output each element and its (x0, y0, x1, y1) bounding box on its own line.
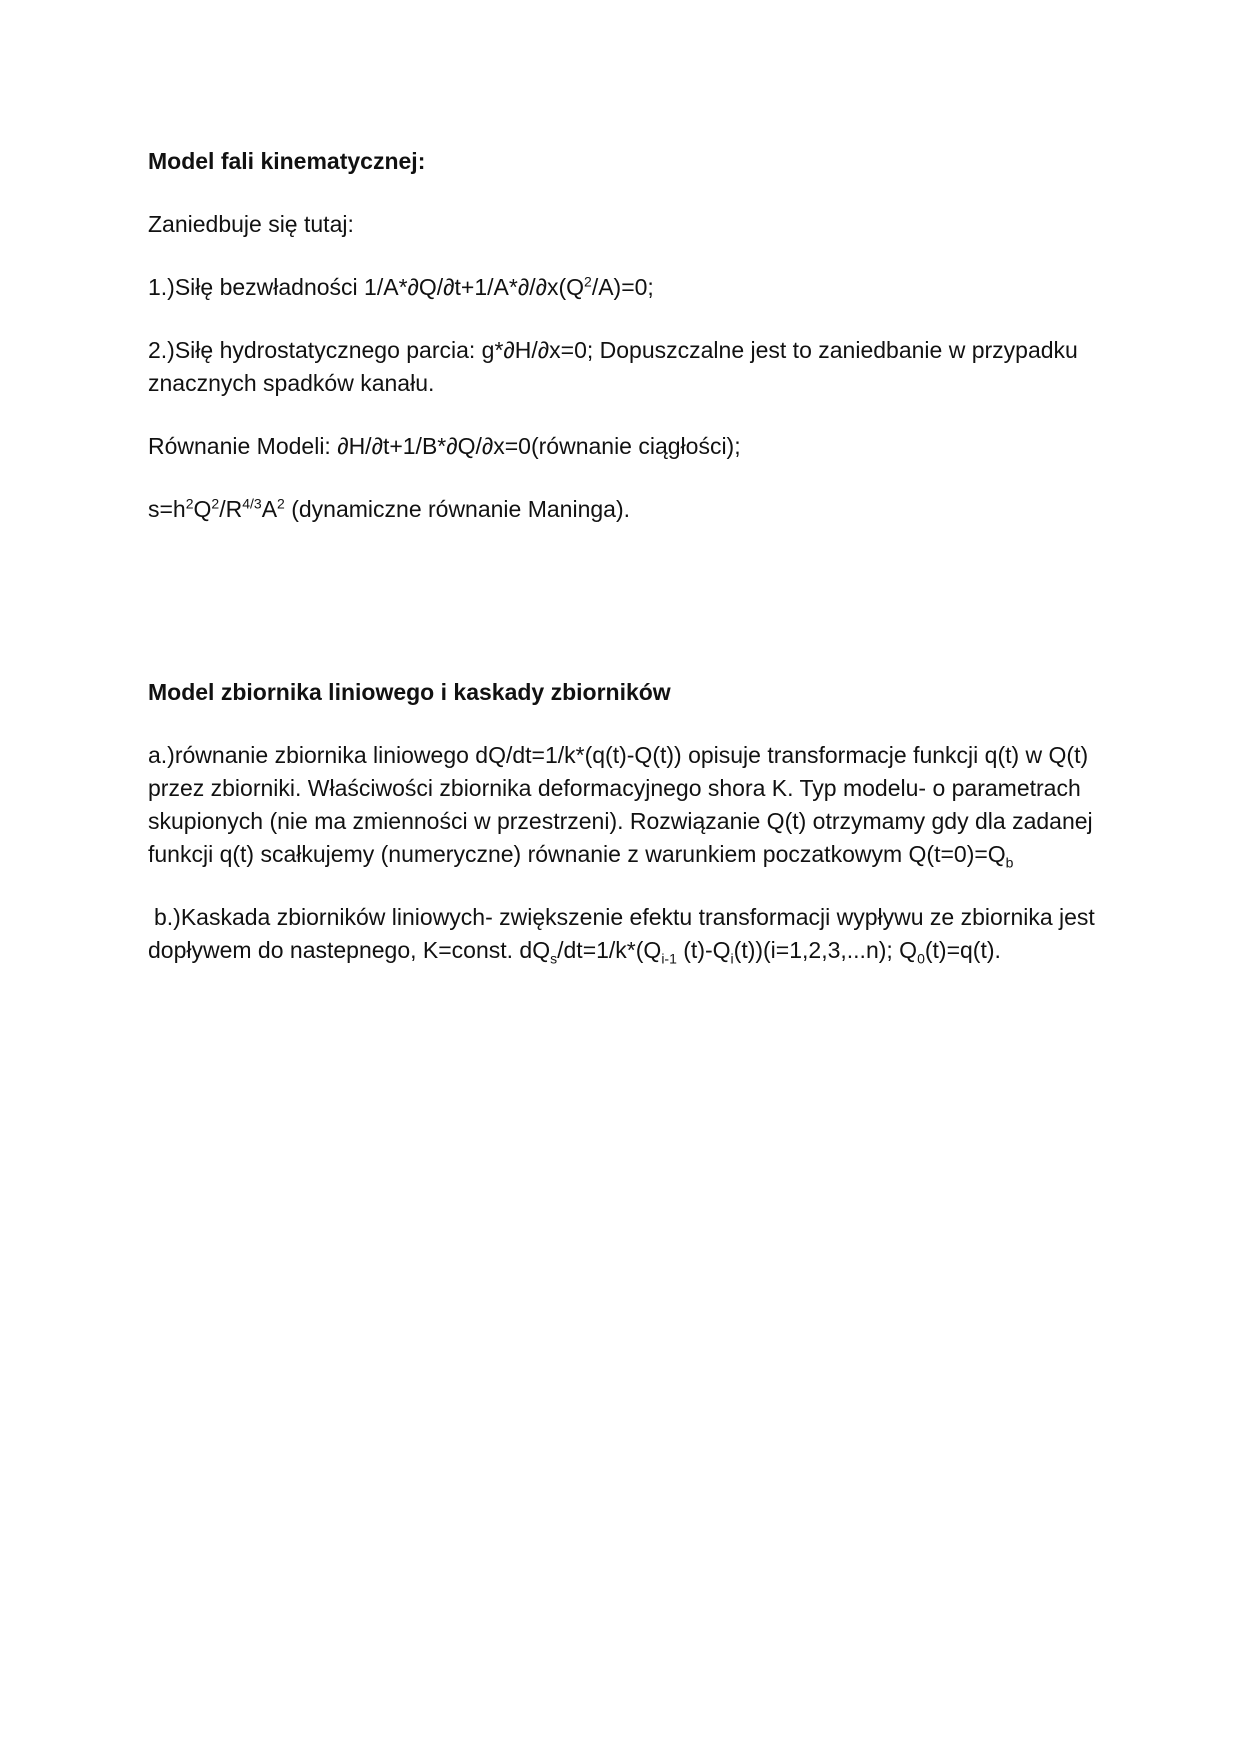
eq-part: A (261, 496, 278, 522)
eq-part: /R (219, 496, 243, 522)
section-title-linear-reservoir: Model zbiornika liniowego i kaskady zbiorników (148, 679, 671, 705)
paragraph-linear-reservoir (148, 739, 1098, 871)
superscript: 2 (584, 273, 592, 290)
equation-continuity: Równanie Modeli: ∂H/∂t+1/B*∂Q/∂x=0(równanie ciągłości); (148, 433, 741, 459)
subscript: b (1005, 854, 1014, 871)
subscript: i (730, 950, 734, 967)
paragraph-text: (t)=q(t). (924, 937, 1001, 963)
neglected-item-inertia (148, 271, 1098, 304)
superscript: 2 (185, 495, 194, 512)
item-text: 1.)Siłę bezwładności 1/A*∂Q/∂t+1/A*∂/∂x(Q (148, 274, 585, 300)
subscript: i-1 (661, 950, 677, 967)
section-intro: Zaniedbuje się tutaj: (148, 211, 354, 237)
paragraph-text: /dt=1/k*(Q (557, 937, 662, 963)
item-text-tail: /A)=0; (591, 274, 654, 300)
superscript: 2 (277, 495, 285, 512)
eq-part: s=h (148, 496, 186, 522)
paragraph-text: (t)-Q (676, 937, 731, 963)
equation-manning (148, 493, 1098, 526)
subscript: s (550, 950, 558, 967)
paragraph-text: b.)Kaskada zbiorników liniowych- zwiększenie efektu transformacji wypływu ze zbiornika jest dopływem do nastepnego, K=const. dQ (148, 904, 1095, 963)
section-title-kinematic-wave: Model fali kinematycznej: (148, 148, 426, 174)
paragraph-text: a.)równanie zbiornika liniowego dQ/dt=1/k*(q(t)-Q(t)) opisuje transformacje funkcji q(t) w Q(t) przez zbiorniki. Właściwości zbiornika deformacyjnego shora K. Typ modelu- o parametrach skupionych (nie ma zmienności w przestrzeni). Rozwiązanie Q(t) otrzymamy gdy dla zadanej funkcji q(t) scałkujemy (numeryczne) równanie z warunkiem poczatkowym Q(t=0)=Q (148, 742, 1093, 867)
subscript: 0 (917, 950, 925, 967)
eq-part: Q (193, 496, 212, 522)
paragraph-reservoir-cascade (148, 901, 1098, 967)
neglected-item-hydrostatic: 2.)Siłę hydrostatycznego parcia: g*∂H/∂x=0; Dopuszczalne jest to zaniedbanie w przypadku znacznych spadków kanału. (148, 337, 1078, 396)
superscript: 4/3 (242, 495, 262, 512)
eq-part: (dynamiczne równanie Maninga). (284, 496, 630, 522)
paragraph-text: (t))(i=1,2,3,...n); Q (733, 937, 918, 963)
document-content (148, 145, 1098, 967)
superscript: 2 (211, 495, 220, 512)
